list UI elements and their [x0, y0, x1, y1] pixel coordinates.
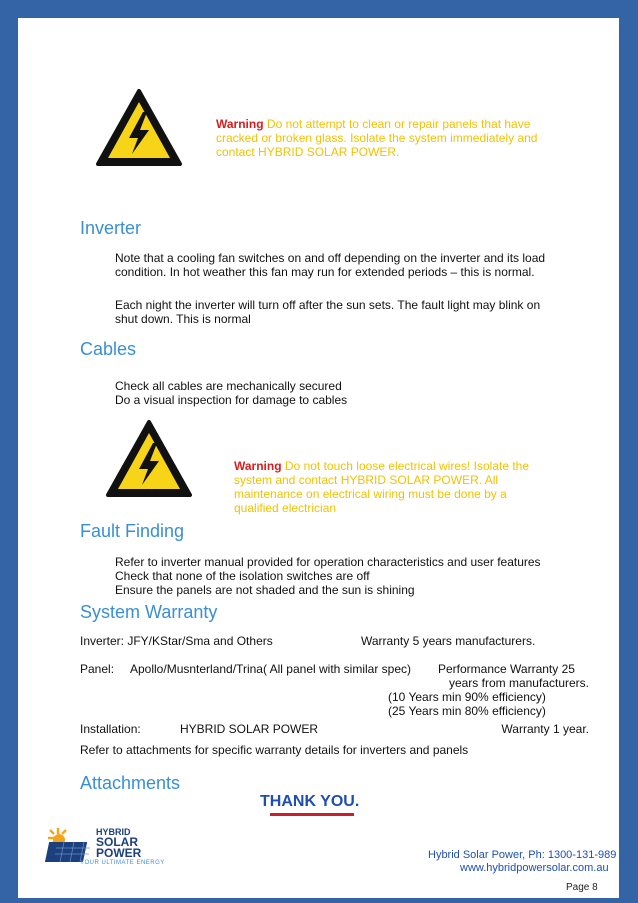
- panel-efficiency-25y: (25 Years min 80% efficiency): [388, 704, 546, 718]
- installation-company: HYBRID SOLAR POWER: [180, 722, 319, 736]
- warning-wires-note: [234, 459, 550, 515]
- warranty-refer-note: Refer to attachments for specific warranty details for inverters and panels: [80, 743, 469, 757]
- cables-line-2: Do a visual inspection for damage to cables: [115, 393, 348, 407]
- cables-line-1: Check all cables are mechanically secured: [115, 379, 342, 393]
- thank-you-underline: [270, 813, 354, 816]
- warning-text: Do not touch loose electrical wires! Isolate the system and contact HYBRID SOLAR POWER. All maintenance on electrical wiring must be done by a qualified electrician: [234, 459, 530, 515]
- electric-shock-warning-icon: [105, 419, 193, 499]
- installation-warranty-value: Warranty 1 year.: [501, 722, 589, 736]
- high-voltage-warning-icon: [95, 88, 183, 168]
- inverter-night-note: Each night the inverter will turn off after the sun sets. The fault light may blink on shut down. This is normal: [115, 298, 541, 326]
- panel-efficiency-10y: (10 Years min 90% efficiency): [388, 690, 546, 704]
- cables-heading: Cables: [80, 339, 137, 359]
- page-number: Page 8: [566, 882, 598, 893]
- logo-line-2: SOLAR: [96, 835, 138, 849]
- panel-warranty-label: Panel:: [80, 662, 115, 676]
- warning-label: Warning: [234, 459, 282, 473]
- warning-text: Do not attempt to clean or repair panels that have cracked or broken glass. Isolate the system immediately and contact HYBRID SOLAR POWER.: [216, 117, 538, 159]
- warning-panels-note: [216, 117, 572, 159]
- attachments-heading: Attachments: [80, 773, 181, 793]
- document-page: [18, 18, 619, 898]
- footer-phone: Hybrid Solar Power, Ph: 1300-131-989: [428, 849, 617, 861]
- installation-label: Installation:: [80, 722, 141, 736]
- fault-line-1: Refer to inverter manual provided for operation characteristics and user features: [115, 555, 541, 569]
- inverter-fan-note: Note that a cooling fan switches on and off depending on the inverter and its load condition. In hot weather this fan may run for extended periods – this is normal.: [115, 251, 546, 279]
- logo-line-1: HYBRID: [96, 827, 131, 837]
- fault-line-2: Check that none of the isolation switches are off: [115, 569, 370, 583]
- logo-line-3: POWER: [96, 846, 142, 860]
- inverter-warranty-label: Inverter: JFY/KStar/Sma and Others: [80, 634, 273, 648]
- footer-website[interactable]: www.hybridpowersolar.com.au: [460, 862, 609, 874]
- fault-finding-heading: Fault Finding: [80, 521, 185, 541]
- panel-warranty-value-2: years from manufacturers.: [448, 676, 589, 690]
- fault-line-3: Ensure the panels are not shaded and the sun is shining: [115, 583, 415, 597]
- inverter-warranty-value: Warranty 5 years manufacturers.: [361, 634, 536, 648]
- system-warranty-heading: System Warranty: [80, 602, 218, 622]
- panel-brands: Apollo/Musnterland/Trina( All panel with similar spec): [130, 662, 412, 676]
- warning-label: Warning: [216, 117, 264, 131]
- logo-tagline: YOUR ULTIMATE ENERGY: [80, 860, 165, 866]
- inverter-heading: Inverter: [80, 218, 142, 238]
- thank-you-text: THANK YOU.: [260, 793, 360, 810]
- hybrid-solar-power-logo: [44, 824, 172, 868]
- panel-warranty-value-1: Performance Warranty 25: [438, 662, 575, 676]
